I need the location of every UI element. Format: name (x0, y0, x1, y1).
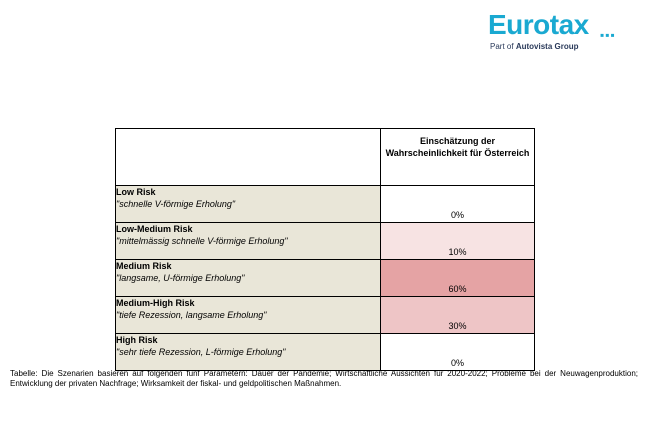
table-row (116, 223, 535, 260)
scenario-label-cell (116, 223, 381, 260)
table-row (116, 260, 535, 297)
header-probability-cell: Einschätzung der Wahrscheinlichkeit für Österreich (381, 129, 535, 186)
probability-cell: 10% (381, 223, 535, 260)
probability-cell: 30% (381, 297, 535, 334)
scenario-table (115, 128, 535, 371)
scenario-label-cell (116, 260, 381, 297)
logo-tagline-brand: Autovista Group (515, 42, 579, 51)
scenario-name: Low Risk (116, 187, 156, 197)
scenario-description: "langsame, U-förmige Erholung" (116, 273, 245, 283)
scenario-label-cell (116, 297, 381, 334)
scenario-name: Low-Medium Risk (116, 224, 193, 234)
scenario-description: "sehr tiefe Rezession, L-förmige Erholung" (116, 347, 286, 357)
table-header-row (116, 129, 535, 186)
table-row (116, 297, 535, 334)
scenario-description: "mittelmässig schnelle V-förmige Erholung" (116, 236, 288, 246)
scenario-description: "schnelle V-förmige Erholung" (116, 199, 236, 209)
scenario-label-cell (116, 186, 381, 223)
logo-tagline (490, 42, 578, 51)
eurotax-logo (488, 10, 638, 54)
probability-cell: 60% (381, 260, 535, 297)
logo-tagline-prefix: Part of (490, 42, 514, 51)
table-caption: Tabelle: Die Szenarien basieren auf folgenden fünf Parametern: Dauer der Pandemie; Wirtschaftliche Aussichten für 2020-2022; Probleme bei der Neuwagenproduktion; Entwicklung der privaten Nachfrage; Wirksamkeit der fiskal- und geldpolitischen Maßnahmen. (10, 369, 638, 388)
scenario-name: High Risk (116, 335, 158, 345)
probability-cell: 0% (381, 186, 535, 223)
table-row (116, 186, 535, 223)
probability-cell: 0% (381, 334, 535, 371)
scenario-description: "tiefe Rezession, langsame Erholung" (116, 310, 267, 320)
logo-wordmark: Eurotax (488, 9, 589, 40)
scenario-name: Medium Risk (116, 261, 172, 271)
scenario-label-cell (116, 334, 381, 371)
scenario-name: Medium-High Risk (116, 298, 195, 308)
table-row (116, 334, 535, 371)
logo-dots-mark: ▪▪▪ (600, 28, 616, 42)
header-empty-cell (116, 129, 381, 186)
